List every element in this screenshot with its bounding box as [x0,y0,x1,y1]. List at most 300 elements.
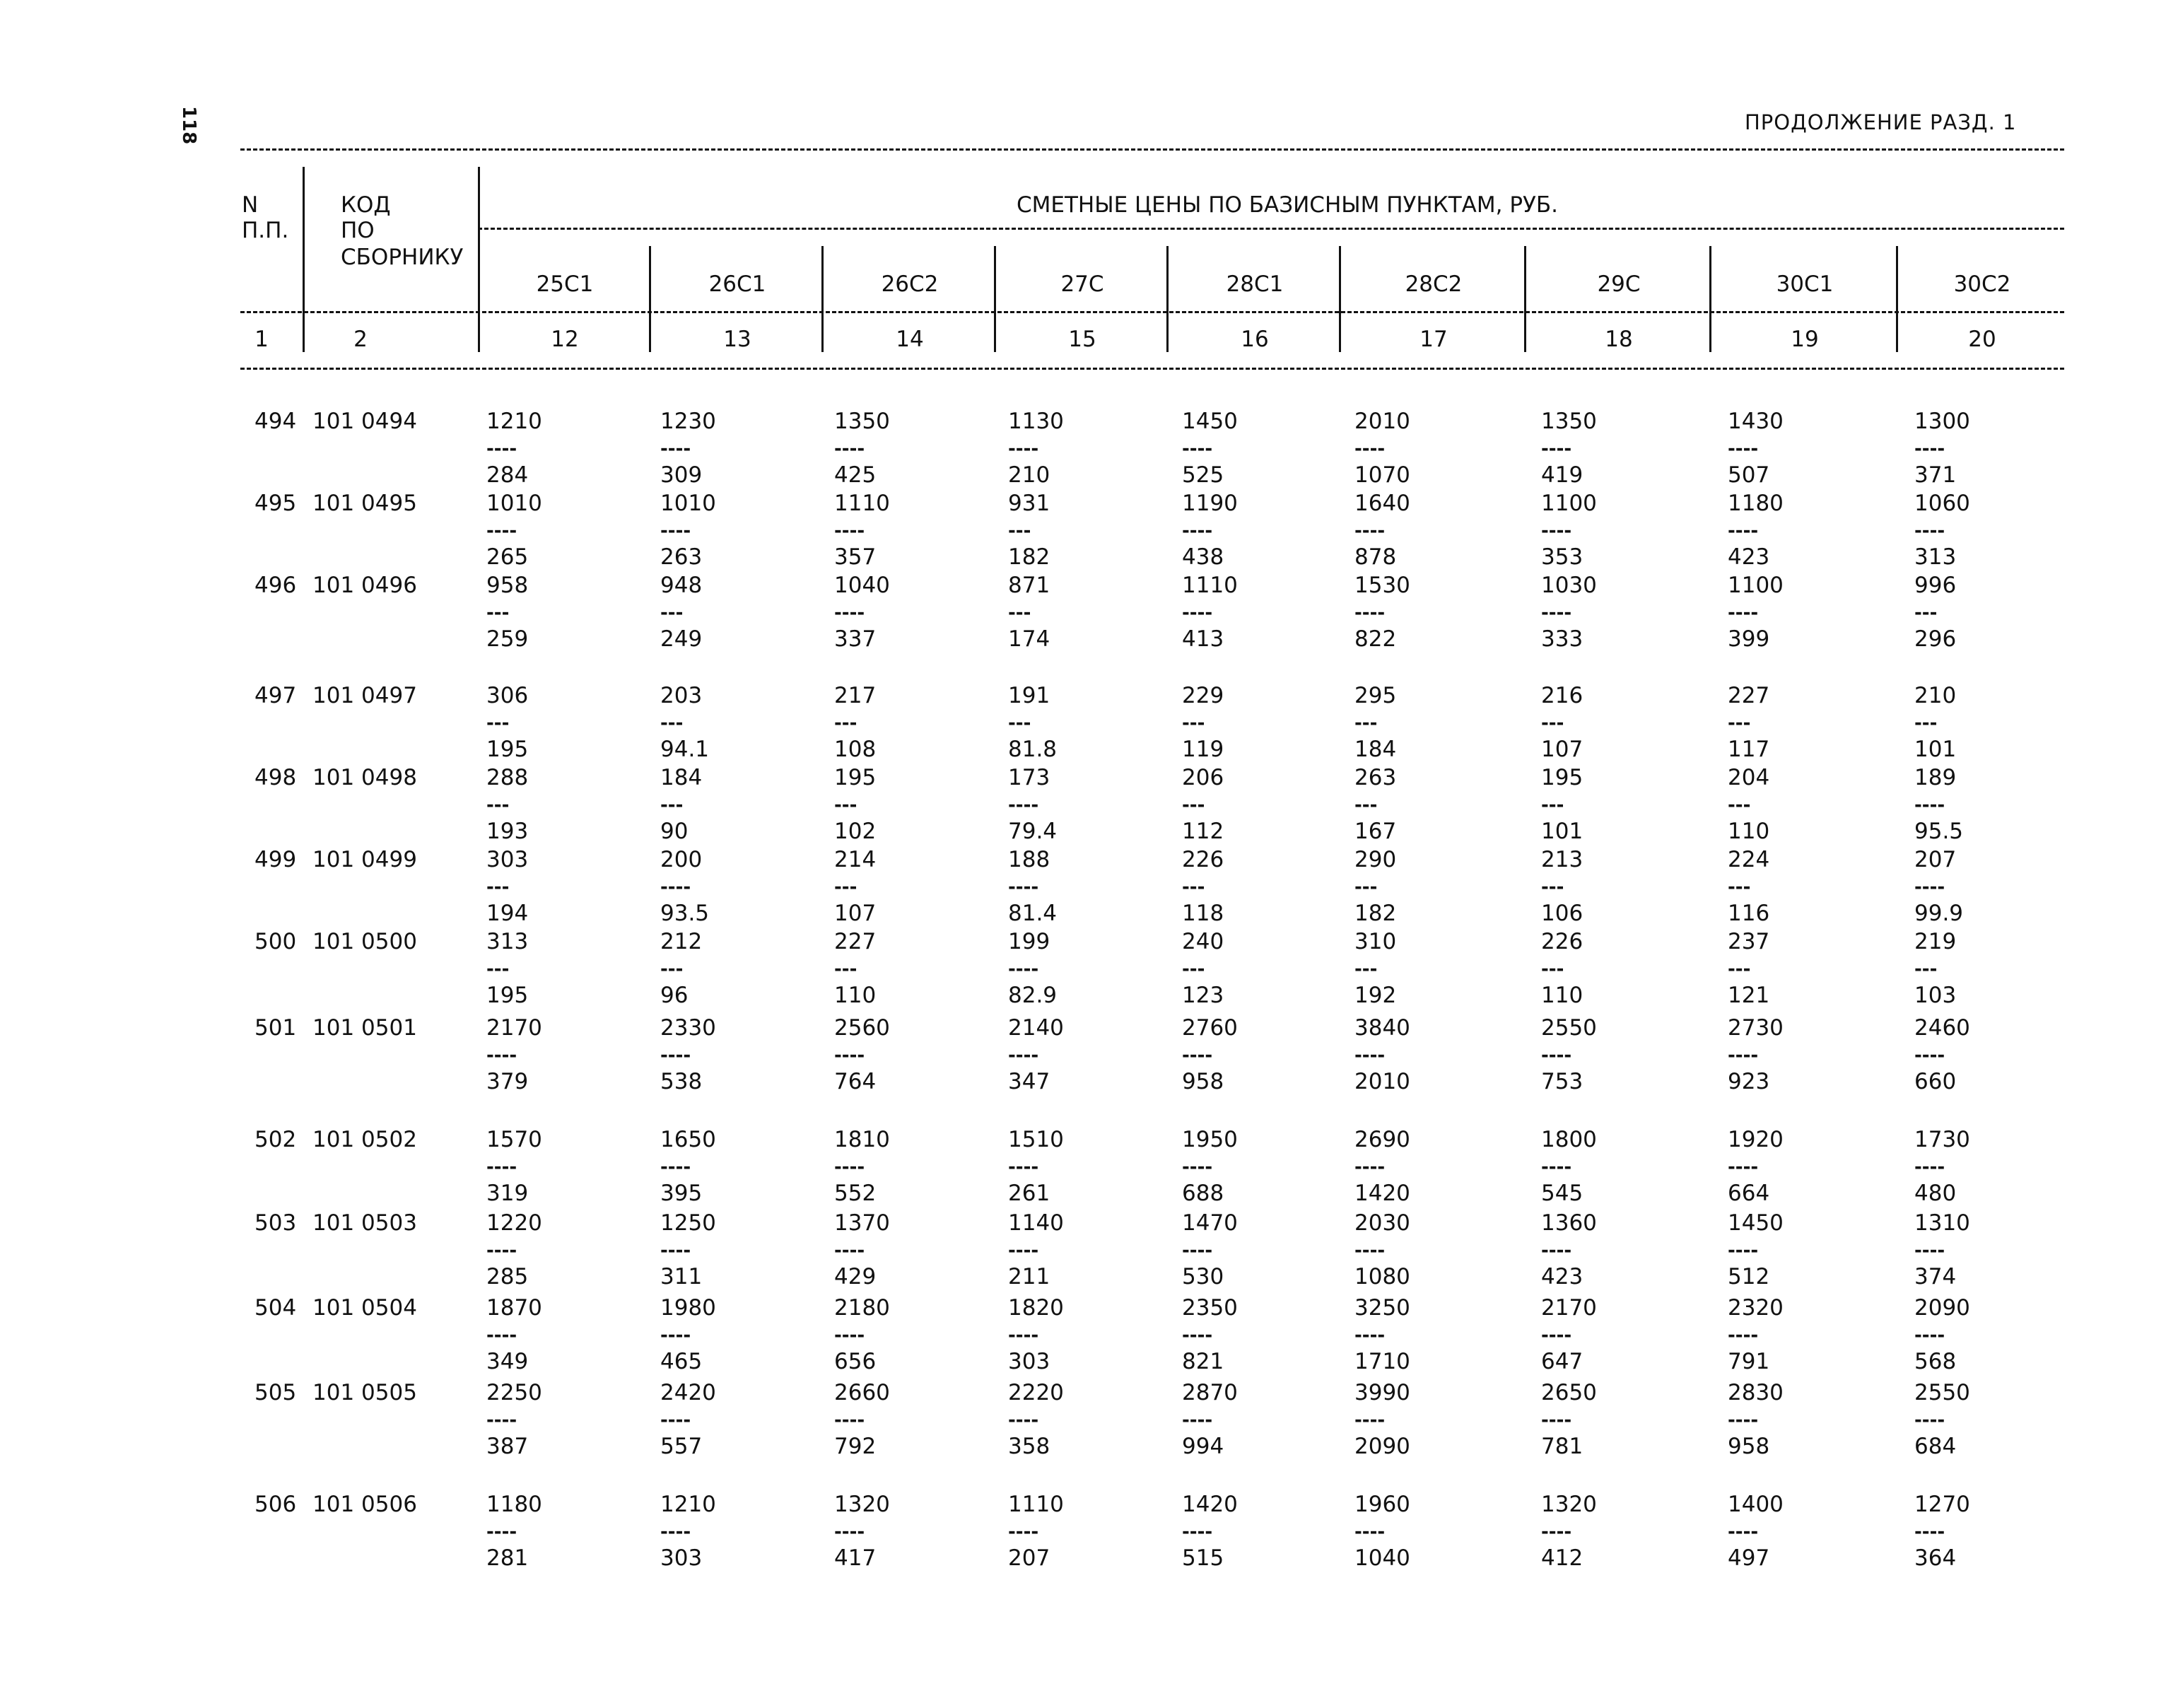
price-value: 1210 [486,409,542,434]
price-value: 310 [1354,929,1397,954]
fraction-bar: ---- [486,1045,517,1066]
fraction-bar: --- [1728,713,1751,734]
fraction-bar: ---- [1914,877,1945,898]
price-value-bottom: 194 [486,901,529,926]
fraction-bar: ---- [660,438,691,460]
price-value-bottom: 413 [1182,626,1224,652]
fraction-bar: ---- [1914,1157,1945,1178]
fraction-bar: ---- [1008,1240,1039,1261]
fraction-bar: --- [1541,713,1564,734]
fraction-bar: ---- [1728,1325,1759,1346]
price-value-bottom: 878 [1354,544,1397,570]
fraction-bar: --- [1541,795,1564,816]
sep-c1 [649,246,651,352]
price-value-bottom: 107 [1541,737,1583,762]
price-value: 240 [1182,929,1224,954]
fraction-bar: ---- [660,520,691,542]
fraction-bar: ---- [834,1240,865,1261]
fraction-bar: --- [1354,795,1378,816]
fraction-bar: --- [660,713,684,734]
price-value-bottom: 101 [1914,737,1957,762]
fraction-bar: --- [486,877,510,898]
price-value-bottom: 182 [1354,901,1397,926]
price-value: 263 [1354,765,1397,790]
fraction-bar: --- [1182,959,1205,980]
fraction-bar: ---- [834,1045,865,1066]
price-value-bottom: 1080 [1354,1264,1410,1289]
fraction-bar: ---- [1541,438,1572,460]
price-value-bottom: 497 [1728,1545,1770,1571]
row-number: 499 [254,847,297,872]
fraction-bar: ---- [1728,1521,1759,1543]
price-value: 295 [1354,683,1397,708]
price-value: 3990 [1354,1380,1410,1405]
price-value: 1510 [1008,1127,1064,1152]
price-value: 2170 [1541,1295,1597,1321]
price-value: 931 [1008,491,1050,516]
fraction-bar: ---- [834,438,865,460]
fraction-bar: ---- [1914,438,1945,460]
price-value: 1230 [660,409,716,434]
sep-n [303,167,305,352]
row-code: 101 0506 [312,1492,417,1517]
sep-c5 [1339,246,1341,352]
price-value: 2550 [1541,1015,1597,1041]
price-value: 1950 [1182,1127,1238,1152]
fraction-bar: ---- [1541,1240,1572,1261]
price-value: 2350 [1182,1295,1238,1321]
price-value-bottom: 313 [1914,544,1957,570]
row-number: 497 [254,683,297,708]
price-value: 2090 [1914,1295,1970,1321]
fraction-bar: ---- [1008,1521,1039,1543]
price-value: 1450 [1728,1210,1784,1236]
column-header-30c2: 30С2 [1953,271,2011,297]
price-value: 200 [660,847,703,872]
price-value: 204 [1728,765,1770,790]
price-value-bottom: 660 [1914,1069,1957,1094]
price-value: 1140 [1008,1210,1064,1236]
price-value-bottom: 333 [1541,626,1583,652]
fraction-bar: ---- [1182,1157,1213,1178]
fraction-bar: ---- [1728,520,1759,542]
price-value: 189 [1914,765,1957,790]
price-value-bottom: 281 [486,1545,529,1571]
fraction-bar: ---- [1182,1521,1213,1543]
fraction-bar: ---- [1541,1045,1572,1066]
price-value-bottom: 309 [660,462,703,488]
col-number: 17 [1419,327,1448,352]
price-value: 1210 [660,1492,716,1517]
price-value-bottom: 353 [1541,544,1583,570]
price-value-bottom: 195 [486,983,529,1008]
fraction-bar: ---- [1541,1157,1572,1178]
fraction-bar: --- [834,959,857,980]
fraction-bar: ---- [660,1045,691,1066]
price-value-bottom: 207 [1008,1545,1050,1571]
fraction-bar: --- [1914,713,1938,734]
row-number: 504 [254,1295,297,1321]
price-value: 1110 [1008,1492,1064,1517]
fraction-bar: ---- [834,1521,865,1543]
price-value: 1360 [1541,1210,1597,1236]
fraction-bar: ---- [834,520,865,542]
price-value: 1920 [1728,1127,1784,1152]
price-value: 195 [834,765,877,790]
fraction-bar: --- [1182,795,1205,816]
price-value: 1820 [1008,1295,1064,1321]
price-value: 303 [486,847,529,872]
price-value: 871 [1008,573,1050,598]
fraction-bar: ---- [660,1325,691,1346]
fraction-bar: ---- [1914,1045,1945,1066]
price-value: 2330 [660,1015,716,1041]
price-value-bottom: 664 [1728,1181,1770,1206]
price-value-bottom: 311 [660,1264,703,1289]
price-value: 1320 [1541,1492,1597,1517]
price-value: 2560 [834,1015,890,1041]
fraction-bar: --- [1182,877,1205,898]
header-pp-label: П.П. [242,218,289,243]
fraction-bar: ---- [1354,602,1386,624]
price-value: 1730 [1914,1127,1970,1152]
price-value: 2180 [834,1295,890,1321]
price-value-bottom: 184 [1354,737,1397,762]
price-value-bottom: 103 [1914,983,1957,1008]
price-value: 1320 [834,1492,890,1517]
price-value-bottom: 480 [1914,1181,1957,1206]
price-value: 3250 [1354,1295,1410,1321]
price-value-bottom: 821 [1182,1349,1224,1374]
price-value: 1310 [1914,1210,1970,1236]
price-value-bottom: 557 [660,1434,703,1459]
fraction-bar: ---- [1008,1410,1039,1431]
price-value-bottom: 96 [660,983,689,1008]
col-number: 1 [254,327,269,352]
fraction-bar: --- [486,602,510,624]
price-value: 1650 [660,1127,716,1152]
fraction-bar: --- [486,959,510,980]
price-value-bottom: 656 [834,1349,877,1374]
fraction-bar: ---- [1541,1521,1572,1543]
price-value: 2140 [1008,1015,1064,1041]
price-value-bottom: 791 [1728,1349,1770,1374]
col-number: 13 [723,327,751,352]
price-value: 1370 [834,1210,890,1236]
price-value-bottom: 99.9 [1914,901,1964,926]
row-code: 101 0494 [312,409,417,434]
fraction-bar: ---- [1008,795,1039,816]
price-value-bottom: 465 [660,1349,703,1374]
price-value-bottom: 429 [834,1264,877,1289]
price-value: 224 [1728,847,1770,872]
fraction-bar: ---- [1728,1157,1759,1178]
price-value-bottom: 958 [1182,1069,1224,1094]
price-value-bottom: 530 [1182,1264,1224,1289]
price-value: 212 [660,929,703,954]
price-value: 203 [660,683,703,708]
row-number: 494 [254,409,297,434]
fraction-bar: ---- [1914,520,1945,542]
header-n-label: N [242,192,259,218]
section-title: ПРОДОЛЖЕНИЕ РАЗД. 1 [1745,110,2017,134]
fraction-bar: ---- [660,1240,691,1261]
header-mid-rule [478,228,2064,230]
header-col-rule [240,311,2064,313]
price-value-bottom: 121 [1728,983,1770,1008]
row-code: 101 0499 [312,847,417,872]
price-value: 313 [486,929,529,954]
price-value-bottom: 525 [1182,462,1224,488]
price-value: 1350 [1541,409,1597,434]
header-code-label-2: ПО [341,218,375,243]
fraction-bar: ---- [1728,602,1759,624]
fraction-bar: ---- [1914,1410,1945,1431]
price-value-bottom: 193 [486,819,529,844]
fraction-bar: ---- [660,877,691,898]
price-value-bottom: 303 [1008,1349,1050,1374]
price-value-bottom: 438 [1182,544,1224,570]
fraction-bar: --- [660,602,684,624]
fraction-bar: --- [834,795,857,816]
price-value-bottom: 395 [660,1181,703,1206]
fraction-bar: ---- [1728,1045,1759,1066]
price-value: 1530 [1354,573,1410,598]
price-value-bottom: 538 [660,1069,703,1094]
price-value-bottom: 568 [1914,1349,1957,1374]
price-value: 2650 [1541,1380,1597,1405]
price-value-bottom: 210 [1008,462,1050,488]
price-value-bottom: 285 [486,1264,529,1289]
fraction-bar: ---- [1182,1240,1213,1261]
fraction-bar: --- [834,877,857,898]
price-value: 2760 [1182,1015,1238,1041]
price-value: 226 [1182,847,1224,872]
price-value: 2870 [1182,1380,1238,1405]
price-value-bottom: 357 [834,544,877,570]
col-number: 19 [1791,327,1819,352]
price-value-bottom: 106 [1541,901,1583,926]
row-code: 101 0495 [312,491,417,516]
price-value-bottom: 93.5 [660,901,710,926]
price-value-bottom: 2010 [1354,1069,1410,1094]
fraction-bar: --- [1728,795,1751,816]
fraction-bar: ---- [1008,438,1039,460]
fraction-bar: ---- [1354,1240,1386,1261]
price-value-bottom: 211 [1008,1264,1050,1289]
fraction-bar: --- [660,795,684,816]
price-value: 1250 [660,1210,716,1236]
price-value-bottom: 296 [1914,626,1957,652]
column-header-26c2: 26С2 [881,271,939,297]
price-value: 1570 [486,1127,542,1152]
price-value: 213 [1541,847,1583,872]
row-number: 503 [254,1210,297,1236]
price-value-bottom: 107 [834,901,877,926]
price-value-bottom: 684 [1914,1434,1957,1459]
fraction-bar: ---- [1354,1045,1386,1066]
price-value: 1640 [1354,491,1410,516]
price-value-bottom: 110 [1728,819,1770,844]
price-value: 1180 [486,1492,542,1517]
row-number: 496 [254,573,297,598]
fraction-bar: --- [1541,959,1564,980]
fraction-bar: ---- [1182,438,1213,460]
price-value-bottom: 337 [834,626,877,652]
fraction-bar: ---- [1541,602,1572,624]
fraction-bar: --- [1541,877,1564,898]
fraction-bar: --- [1182,713,1205,734]
fraction-bar: ---- [1354,1157,1386,1178]
price-value: 1420 [1182,1492,1238,1517]
fraction-bar: ---- [486,1410,517,1431]
fraction-bar: ---- [1541,1410,1572,1431]
fraction-bar: ---- [1914,1521,1945,1543]
price-value-bottom: 192 [1354,983,1397,1008]
price-value: 2830 [1728,1380,1784,1405]
price-value-bottom: 552 [834,1181,877,1206]
col-number: 2 [353,327,368,352]
price-value-bottom: 123 [1182,983,1224,1008]
price-value: 207 [1914,847,1957,872]
price-value: 206 [1182,765,1224,790]
sep-c2 [821,246,824,352]
sep-c6 [1524,246,1526,352]
fraction-bar: ---- [1008,1045,1039,1066]
price-value-bottom: 371 [1914,462,1957,488]
fraction-bar: --- [1008,602,1031,624]
fraction-bar: ---- [1728,438,1759,460]
fraction-bar: ---- [486,1325,517,1346]
fraction-bar: ---- [834,602,865,624]
row-code: 101 0496 [312,573,417,598]
price-value: 1130 [1008,409,1064,434]
fraction-bar: ---- [486,438,517,460]
row-number: 501 [254,1015,297,1041]
price-value-bottom: 81.8 [1008,737,1058,762]
price-value: 1100 [1728,573,1784,598]
fraction-bar: ---- [1008,1157,1039,1178]
price-value: 1430 [1728,409,1784,434]
fraction-bar: ---- [1354,1325,1386,1346]
price-value: 227 [834,929,877,954]
column-header-28c2: 28С2 [1405,271,1463,297]
fraction-bar: ---- [660,1521,691,1543]
price-value-bottom: 923 [1728,1069,1770,1094]
price-value-bottom: 647 [1541,1349,1583,1374]
price-value: 1800 [1541,1127,1597,1152]
row-number: 500 [254,929,297,954]
fraction-bar: ---- [1182,1325,1213,1346]
price-value: 1450 [1182,409,1238,434]
price-value-bottom: 167 [1354,819,1397,844]
row-code: 101 0498 [312,765,417,790]
fraction-bar: ---- [1008,1325,1039,1346]
column-header-27c: 27С [1060,271,1104,297]
fraction-bar: ---- [1182,602,1213,624]
price-value: 1040 [834,573,890,598]
fraction-bar: ---- [1182,1045,1213,1066]
fraction-bar: --- [1354,713,1378,734]
price-value: 1980 [660,1295,716,1321]
price-value-bottom: 379 [486,1069,529,1094]
fraction-bar: ---- [660,1410,691,1431]
price-value: 1030 [1541,573,1597,598]
row-number: 505 [254,1380,297,1405]
row-code: 101 0505 [312,1380,417,1405]
price-value-bottom: 1040 [1354,1545,1410,1571]
price-value: 1190 [1182,491,1238,516]
price-value: 2010 [1354,409,1410,434]
price-value: 227 [1728,683,1770,708]
price-value: 306 [486,683,529,708]
col-number: 16 [1241,327,1269,352]
fraction-bar: ---- [1541,1325,1572,1346]
price-value: 2420 [660,1380,716,1405]
fraction-bar: ---- [834,1157,865,1178]
header-bottom-rule [240,368,2064,370]
fraction-bar: --- [834,713,857,734]
price-value: 226 [1541,929,1583,954]
row-code: 101 0500 [312,929,417,954]
col-number: 12 [551,327,579,352]
price-value-bottom: 423 [1541,1264,1583,1289]
col-number: 18 [1605,327,1633,352]
fraction-bar: ---- [1354,438,1386,460]
price-value: 199 [1008,929,1050,954]
price-value: 2460 [1914,1015,1970,1041]
fraction-bar: ---- [486,1240,517,1261]
price-value-bottom: 95.5 [1914,819,1964,844]
sep-c3 [994,246,996,352]
price-value-bottom: 284 [486,462,529,488]
fraction-bar: ---- [1914,795,1945,816]
fraction-bar: ---- [1008,877,1039,898]
fraction-bar: ---- [486,1157,517,1178]
price-value: 3840 [1354,1015,1410,1041]
sep-c4 [1166,246,1169,352]
price-value: 290 [1354,847,1397,872]
row-code: 101 0504 [312,1295,417,1321]
price-value: 195 [1541,765,1583,790]
price-value: 210 [1914,683,1957,708]
price-value: 1180 [1728,491,1784,516]
sep-c8 [1896,246,1898,352]
price-value-bottom: 399 [1728,626,1770,652]
price-value-bottom: 117 [1728,737,1770,762]
row-number: 495 [254,491,297,516]
price-value: 219 [1914,929,1957,954]
price-value-bottom: 263 [660,544,703,570]
column-header-29c: 29С [1597,271,1641,297]
price-value-bottom: 110 [834,983,877,1008]
row-number: 498 [254,765,297,790]
price-value: 2550 [1914,1380,1970,1405]
price-value: 1400 [1728,1492,1784,1517]
price-value-bottom: 994 [1182,1434,1224,1459]
price-value-bottom: 419 [1541,462,1583,488]
fraction-bar: ---- [1541,520,1572,542]
price-value-bottom: 417 [834,1545,877,1571]
price-value-bottom: 82.9 [1008,983,1058,1008]
row-code: 101 0501 [312,1015,417,1041]
price-value-bottom: 116 [1728,901,1770,926]
fraction-bar: ---- [1728,1410,1759,1431]
fraction-bar: ---- [1182,1410,1213,1431]
row-code: 101 0502 [312,1127,417,1152]
price-value-bottom: 174 [1008,626,1050,652]
sep-code [478,167,480,352]
